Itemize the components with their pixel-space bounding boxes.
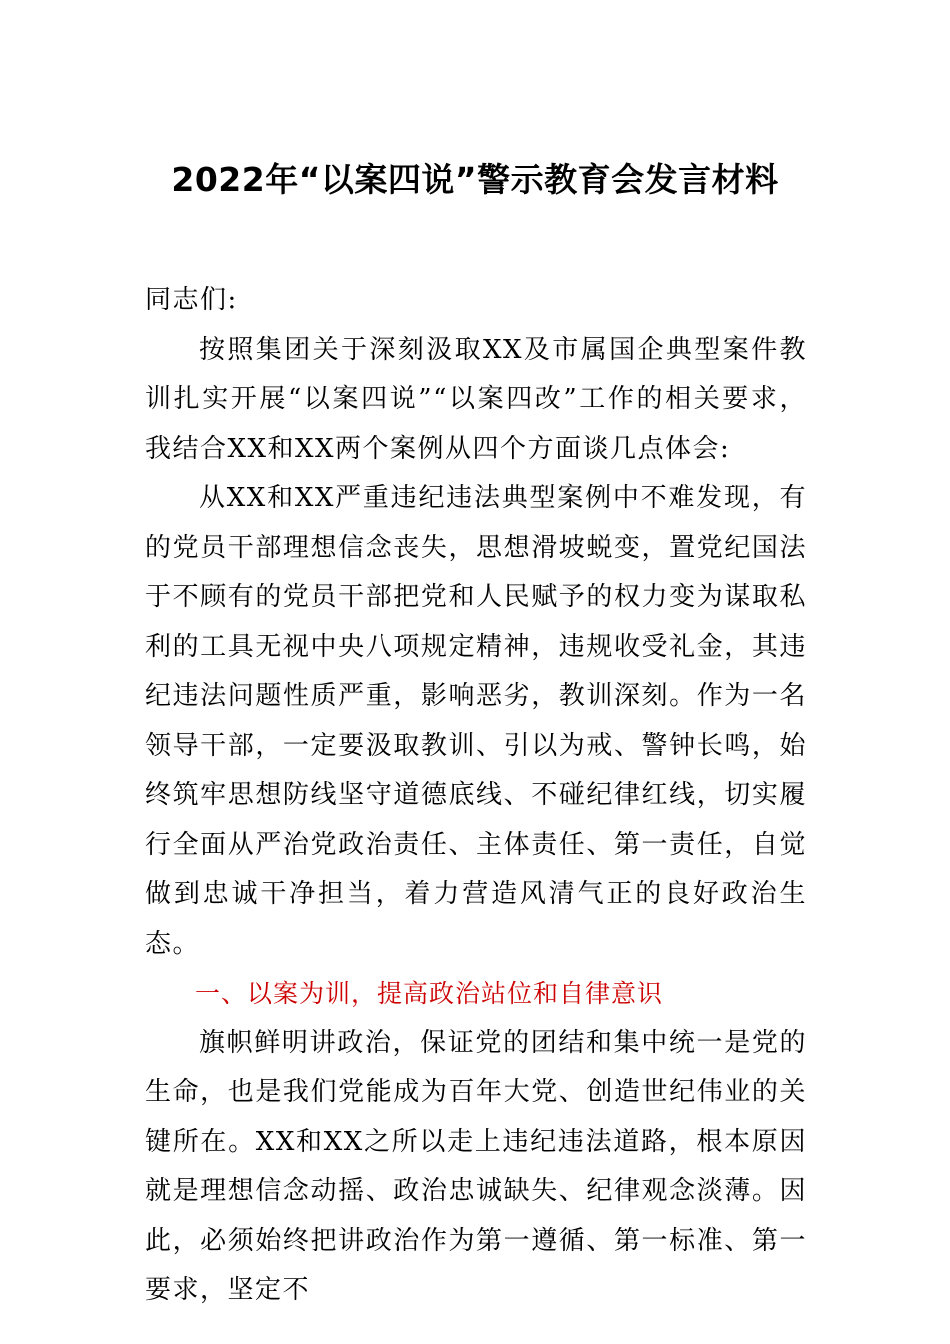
case-summary-paragraph: 从XX和XX严重违纪违法典型案例中不难发现，有的党员干部理想信念丧失，思想滑坡蜕变，置党纪国法于不顾有的党员干部把党和人民赋予的权力变为谋取私利的工具无视中央八项规定精神，违规收受礼金，其违纪违法问题性质严重，影响恶劣，教训深刻。作为一名领导干部，一定要汲取教训、引以为戒、警钟长鸣，始终筑牢思想防线坚守道德底线、不碰纪律红线，切实履行全面从严治党政治责任、主体责任、第一责任，自觉做到忠诚干净担当，着力营造风清气正的良好政治生态。: [145, 483, 807, 959]
salutation: 同志们:: [145, 285, 238, 315]
document-body: [145, 276, 807, 1316]
section-paragraph: 旗帜鲜明讲政治，保证党的团结和集中统一是党的生命，也是我们党能成为百年大党、创造世纪伟业的关键所在。XX和XX之所以走上违纪违法道路，根本原因就是理想信念动摇、政治忠诚缺失、纪律观念淡薄。因此，必须始终把讲政治作为第一遵循、第一标准、第一要求，坚定不: [145, 1027, 807, 1305]
document-title: 2022年“以案四说”警示教育会发言材料: [171, 160, 779, 199]
intro-paragraph: 按照集团关于深刻汲取XX及市属国企典型案件教训扎实开展“以案四说”“以案四改”工作的相关要求，我结合XX和XX两个案例从四个方面谈几点体会:: [145, 334, 807, 464]
section-heading: 一、以案为训，提高政治站位和自律意识: [195, 979, 664, 1008]
